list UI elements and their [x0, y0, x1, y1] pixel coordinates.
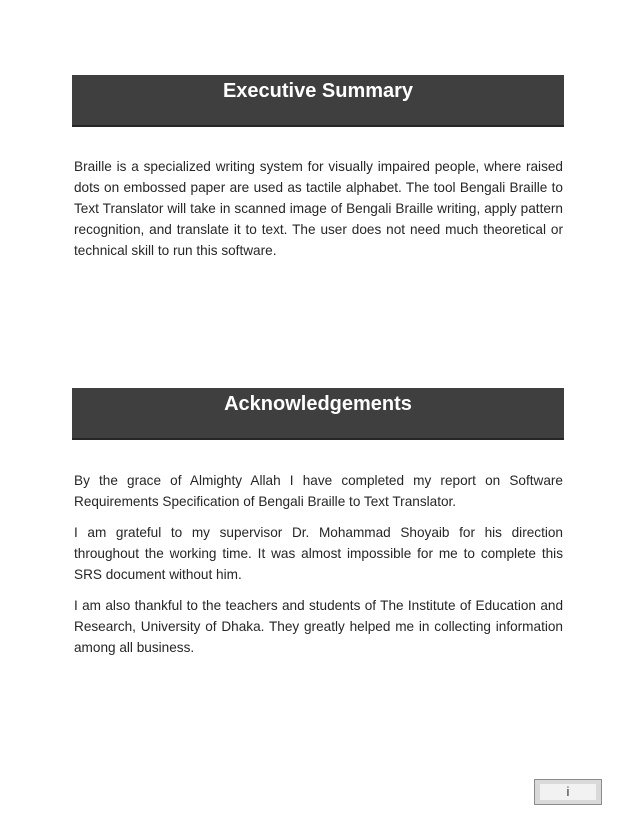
executive-summary-header	[72, 75, 564, 127]
acknowledgements-header	[72, 388, 564, 440]
executive-summary-title: Executive Summary	[222, 80, 414, 102]
acknowledgements-paragraph-3: I am also thankful to the teachers and students of The Institute of Education and Research, University of Dhaka. They greatly helped me in collecting information among all business.	[74, 598, 563, 655]
page-number: i	[540, 784, 596, 800]
page-number-box	[534, 779, 602, 805]
acknowledgements-paragraph-1: By the grace of Almighty Allah I have completed my report on Software Requirements Specification of Bengali Braille to Text Translator.	[74, 473, 563, 509]
acknowledgements-paragraph-2: I am grateful to my supervisor Dr. Mohammad Shoyaib for his direction throughout the working time. It was almost impossible for me to complete this SRS document without him.	[74, 525, 563, 582]
acknowledgements-title: Acknowledgements	[224, 393, 412, 415]
executive-summary-paragraph: Braille is a specialized writing system for visually impaired people, where raised dots on embossed paper are used as tactile alphabet. The tool Bengali Braille to Text Translator will take in scanned image of Bengali Braille writing, apply pattern recognition, and translate it to text. The user does not need much theoretical or technical skill to run this software.	[74, 159, 563, 258]
